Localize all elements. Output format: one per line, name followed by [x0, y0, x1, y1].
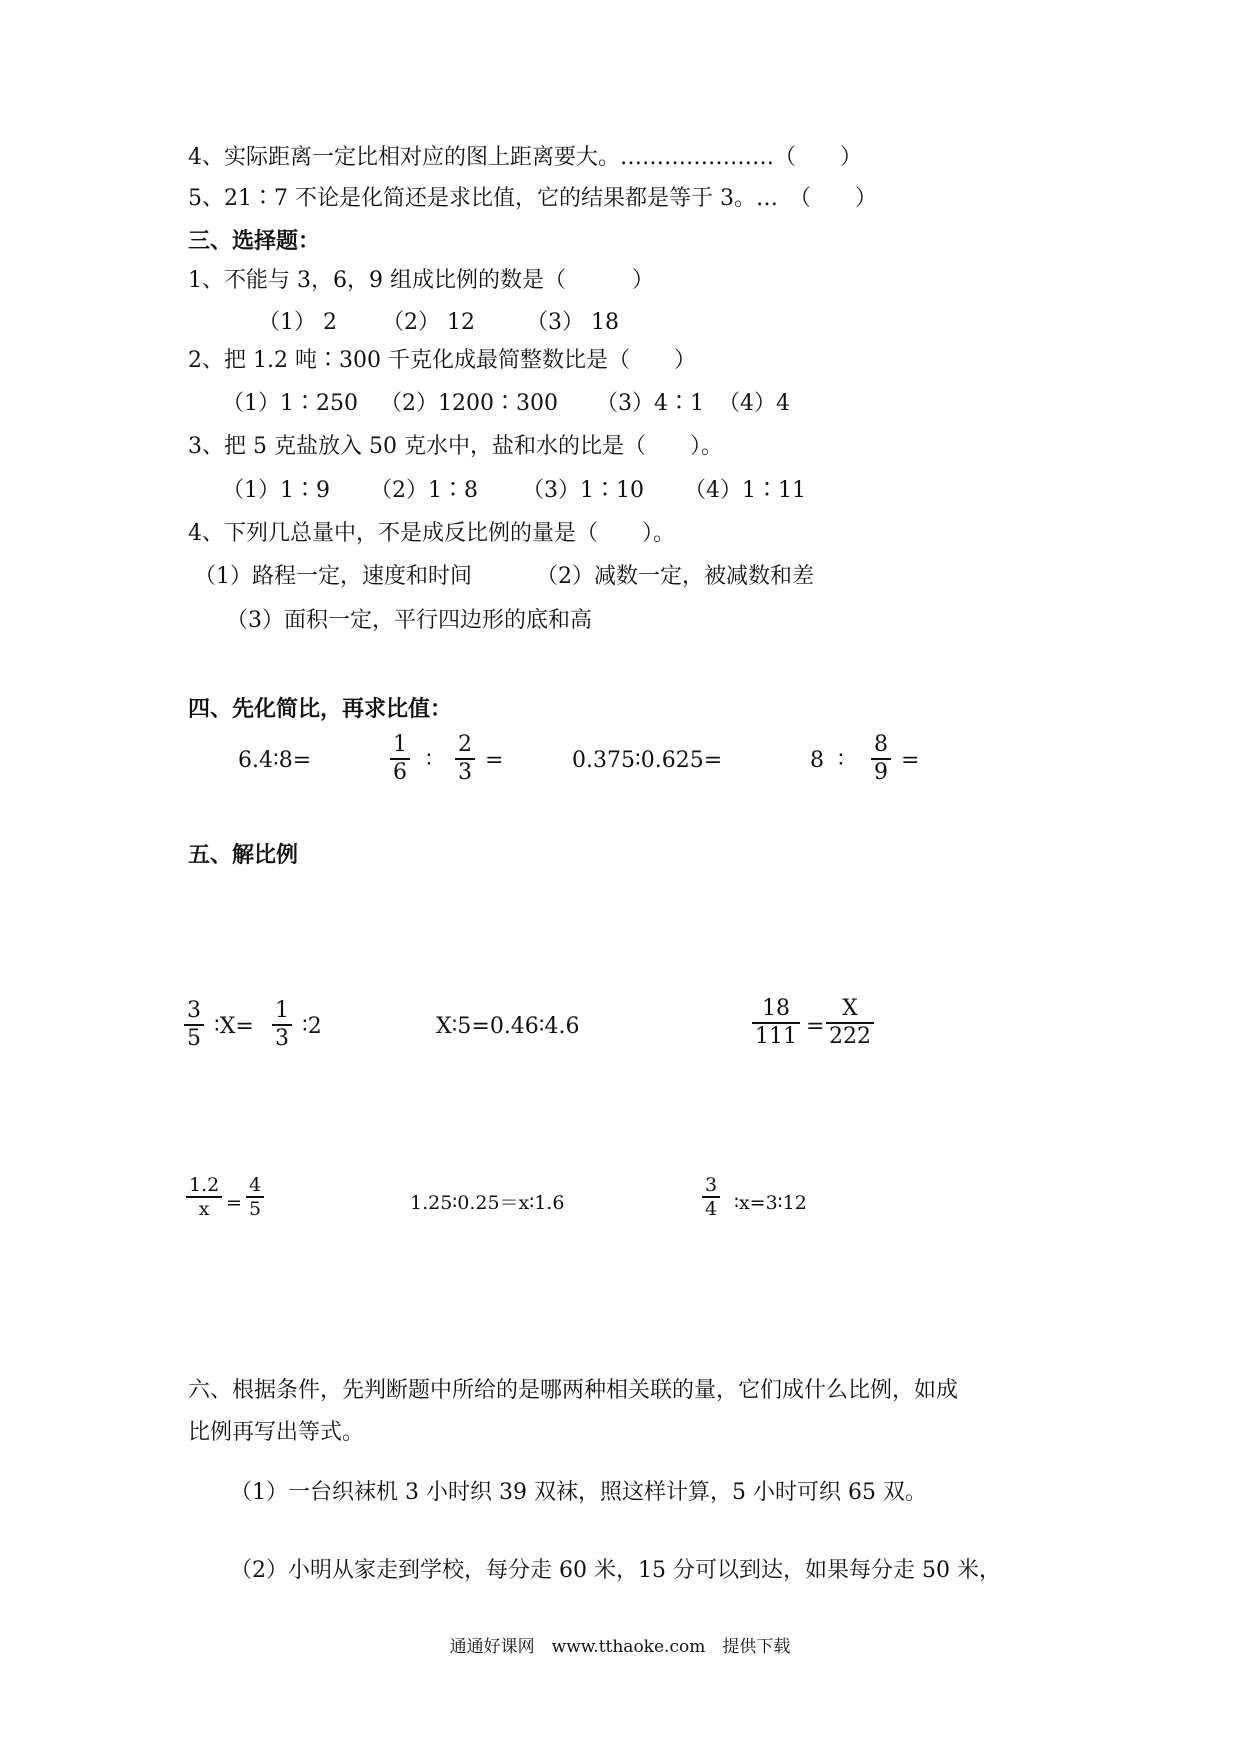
solve-p4-fraction-b [246, 1174, 264, 1220]
relation-question-1: （1）一台织袜机 3 小时织 39 双袜，照这样计算，5 小时可织 65 双。 [230, 1480, 927, 1505]
solve-p3-equals: = [806, 1014, 825, 1039]
choice-question-3: 3、把 5 克盐放入 50 克水中，盐和水的比是（ ）。 [188, 434, 723, 459]
fraction-denominator: 9 [874, 760, 888, 785]
section-heading-simplify: 四、先化简比，再求比值： [188, 696, 453, 722]
simplify-expr-2-fraction-b [455, 732, 475, 786]
fraction-numerator: 1 [275, 998, 289, 1023]
choice-q3-option-4: （4）1∶11 [684, 478, 806, 503]
choice-q2-option-2: （2）1200∶300 [380, 391, 558, 416]
choice-q2-option-1: （1）1∶250 [222, 391, 358, 416]
choice-q2-option-3: （3）4∶1 [596, 391, 704, 416]
section-heading-choice: 三、选择题： [188, 228, 321, 254]
solve-p6-fraction-a [702, 1174, 720, 1220]
fraction-numerator: 3 [705, 1174, 718, 1196]
solve-p4-equals: = [226, 1192, 242, 1214]
fraction-numerator: 18 [762, 996, 790, 1021]
fraction-denominator: 3 [458, 760, 472, 785]
solve-p3-fraction-b [826, 996, 874, 1050]
choice-q1-option-1: （1） 2 [258, 310, 337, 335]
solve-p1-fraction-a [184, 998, 204, 1052]
simplify-expr-4-equals: = [901, 748, 920, 773]
page-footer: 通通好课网 www.tthaoke.com 提供下载 [449, 1637, 791, 1657]
fraction-denominator: 5 [249, 1198, 262, 1220]
choice-q1-option-3: （3） 18 [526, 310, 619, 335]
fraction-denominator: 111 [755, 1024, 797, 1049]
choice-q4-option-1: （1）路程一定，速度和时间 [194, 564, 472, 589]
solve-p2: X∶5=0.46∶4.6 [436, 1014, 580, 1039]
solve-p4-fraction-a [186, 1174, 222, 1220]
section-heading-relation-line2: 比例再写出等式。 [188, 1420, 365, 1445]
fraction-denominator: 3 [275, 1026, 289, 1051]
solve-p3-fraction-a [752, 996, 800, 1050]
simplify-expr-1: 6.4∶8= [238, 748, 312, 773]
choice-q2-option-4: （4）4 [718, 391, 790, 416]
solve-p1-fraction-b [272, 998, 292, 1052]
solve-p5: 1.25∶0.25＝x∶1.6 [410, 1192, 565, 1214]
fraction-numerator: 8 [874, 732, 888, 757]
section-heading-solve: 五、解比例 [188, 842, 299, 868]
fraction-numerator: 1.2 [189, 1174, 220, 1196]
fraction-numerator: 1 [393, 732, 407, 757]
fraction-numerator: X [842, 996, 858, 1021]
choice-question-4: 4、下列几总量中，不是成反比例的量是（ ）。 [188, 521, 675, 546]
simplify-expr-4-fraction [871, 732, 891, 786]
section-heading-relation-line1: 六、根据条件，先判断题中所给的是哪两种相关联的量，它们成什么比例，如成 [188, 1378, 959, 1403]
fraction-denominator: 6 [393, 760, 407, 785]
fraction-numerator: 2 [458, 732, 472, 757]
fraction-denominator: 5 [187, 1026, 201, 1051]
simplify-expr-4-left: 8 [810, 748, 824, 773]
choice-q4-option-3: （3）面积一定，平行四边形的底和高 [226, 608, 592, 633]
choice-q3-option-1: （1）1∶9 [222, 478, 330, 503]
solve-p1-tail: ∶2 [302, 1014, 322, 1039]
choice-q3-option-2: （2）1∶8 [370, 478, 478, 503]
fraction-numerator: 4 [249, 1174, 262, 1196]
judgement-item-4: 4、实际距离一定比相对应的图上距离要大。…………………（ ） [188, 145, 862, 170]
choice-q1-option-2: （2） 12 [382, 310, 475, 335]
simplify-expr-3: 0.375∶0.625= [572, 748, 723, 773]
judgement-item-5: 5、21∶7 不论是化简还是求比值，它的结果都是等于 3。… （ ） [188, 186, 877, 211]
fraction-denominator: 222 [829, 1024, 871, 1049]
simplify-expr-4-separator: ∶ [838, 748, 844, 773]
fraction-denominator: 4 [705, 1198, 718, 1220]
simplify-expr-2-fraction-a [390, 732, 410, 786]
choice-q3-option-3: （3）1∶10 [522, 478, 644, 503]
simplify-expr-2-equals: = [485, 748, 504, 773]
simplify-expr-2-separator: ∶ [426, 748, 432, 773]
choice-question-1: 1、不能与 3，6，9 组成比例的数是（ ） [188, 268, 654, 293]
relation-question-2: （2）小明从家走到学校，每分走 60 米，15 分可以到达，如果每分走 50 米， [230, 1558, 1001, 1583]
fraction-numerator: 3 [187, 998, 201, 1023]
choice-question-2: 2、把 1.2 吨∶300 千克化成最简整数比是（ ） [188, 348, 696, 373]
fraction-denominator: x [198, 1198, 210, 1220]
solve-p1-middle: ∶X= [214, 1014, 254, 1039]
choice-q4-option-2: （2）减数一定，被减数和差 [536, 564, 814, 589]
solve-p6-tail: ∶x=3∶12 [734, 1192, 807, 1214]
